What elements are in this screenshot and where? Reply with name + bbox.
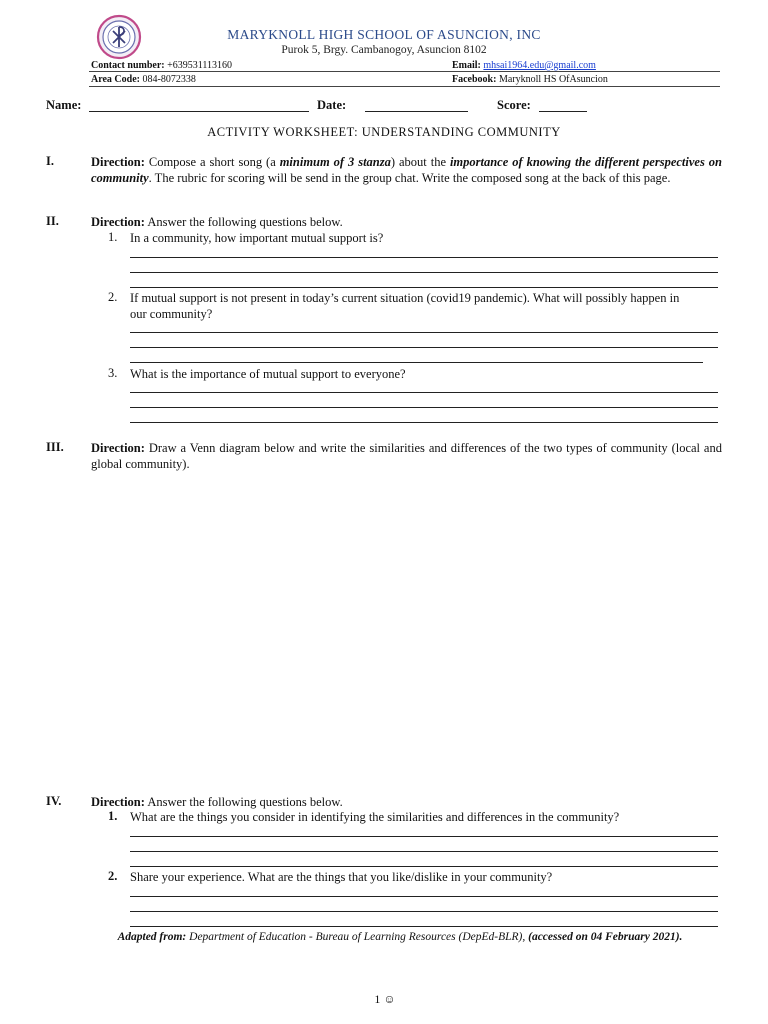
question-ii-3: What is the importance of mutual support to everyone? (130, 367, 406, 381)
contact-number: Contact number: +639531113160 (91, 60, 233, 71)
section-iv-direction: Direction: Answer the following questions below. (91, 795, 343, 809)
smiley-icon: ☺ (383, 992, 396, 1006)
worksheet-title: ACTIVITY WORKSHEET: UNDERSTANDING COMMUNITY (207, 125, 561, 139)
answer-line[interactable] (130, 926, 718, 927)
school-address: Purok 5, Brgy. Cambanogoy, Asuncion 8102 (281, 44, 487, 56)
school-logo (96, 14, 142, 60)
score-field[interactable] (539, 111, 587, 112)
question-iv-1-number: 1. (108, 809, 118, 823)
name-label: Name: (46, 98, 82, 112)
school-facebook: Facebook: Maryknoll HS OfAsuncion (452, 74, 608, 85)
section-i-direction: Direction: Compose a short song (a minimum of 3 stanza) about the importance of knowing the different perspectives on community. The rubric for scoring will be send in the group chat. Write the composed song at the back of this page. (91, 155, 722, 185)
school-name: MARYKNOLL HIGH SCHOOL OF ASUNCION, INC (227, 27, 541, 42)
header-divider-bottom (89, 86, 720, 87)
name-field[interactable] (89, 111, 309, 112)
answer-line[interactable] (130, 392, 718, 393)
answer-line[interactable] (130, 407, 718, 408)
section-iv-number: IV. (46, 794, 62, 808)
answer-line[interactable] (130, 272, 718, 273)
answer-line[interactable] (130, 896, 718, 897)
venn-diagram-area[interactable] (91, 478, 722, 788)
area-code: Area Code: 084-8072338 (91, 74, 196, 85)
question-iv-2: Share your experience. What are the things that you like/dislike in your community? (130, 870, 553, 884)
date-label: Date: (317, 98, 347, 112)
question-iv-2-number: 2. (108, 869, 118, 883)
header-divider-top (89, 71, 720, 72)
section-i-number: I. (46, 154, 54, 168)
question-iv-1: What are the things you consider in identifying the similarities and differences in the community? (130, 810, 620, 824)
question-ii-1-number: 1. (108, 230, 118, 244)
question-ii-1: In a community, how important mutual support is? (130, 231, 384, 245)
answer-line[interactable] (130, 287, 718, 288)
answer-line[interactable] (130, 362, 703, 363)
section-ii-direction: Direction: Answer the following questions below. (91, 215, 343, 229)
section-iii-direction: Direction: Draw a Venn diagram below and write the similarities and differences of the two types of community (local and global community). (91, 441, 722, 471)
email-link[interactable]: mhsai1964.edu@gmail.com (483, 60, 596, 71)
question-ii-2: If mutual support is not present in today’s current situation (covid19 pandemic). What will possibly happen in our community? (130, 291, 680, 321)
answer-line[interactable] (130, 911, 718, 912)
answer-line[interactable] (130, 257, 718, 258)
answer-line[interactable] (130, 851, 718, 852)
section-ii-number: II. (46, 214, 59, 228)
answer-line[interactable] (130, 866, 718, 867)
answer-line[interactable] (130, 332, 718, 333)
adapted-from-note: Adapted from: Department of Education - Bureau of Learning Resources (DepEd-BLR), (accessed on 04 February 2021). (117, 931, 683, 943)
page-number: 1 ☺ (374, 992, 396, 1006)
answer-line[interactable] (130, 347, 718, 348)
answer-line[interactable] (130, 422, 718, 423)
question-ii-3-number: 3. (108, 366, 118, 380)
answer-line[interactable] (130, 836, 718, 837)
question-ii-2-number: 2. (108, 290, 118, 304)
school-email: Email: mhsai1964.edu@gmail.com (452, 60, 596, 71)
date-field[interactable] (365, 111, 468, 112)
section-iii-number: III. (46, 440, 64, 454)
score-label: Score: (497, 98, 531, 112)
